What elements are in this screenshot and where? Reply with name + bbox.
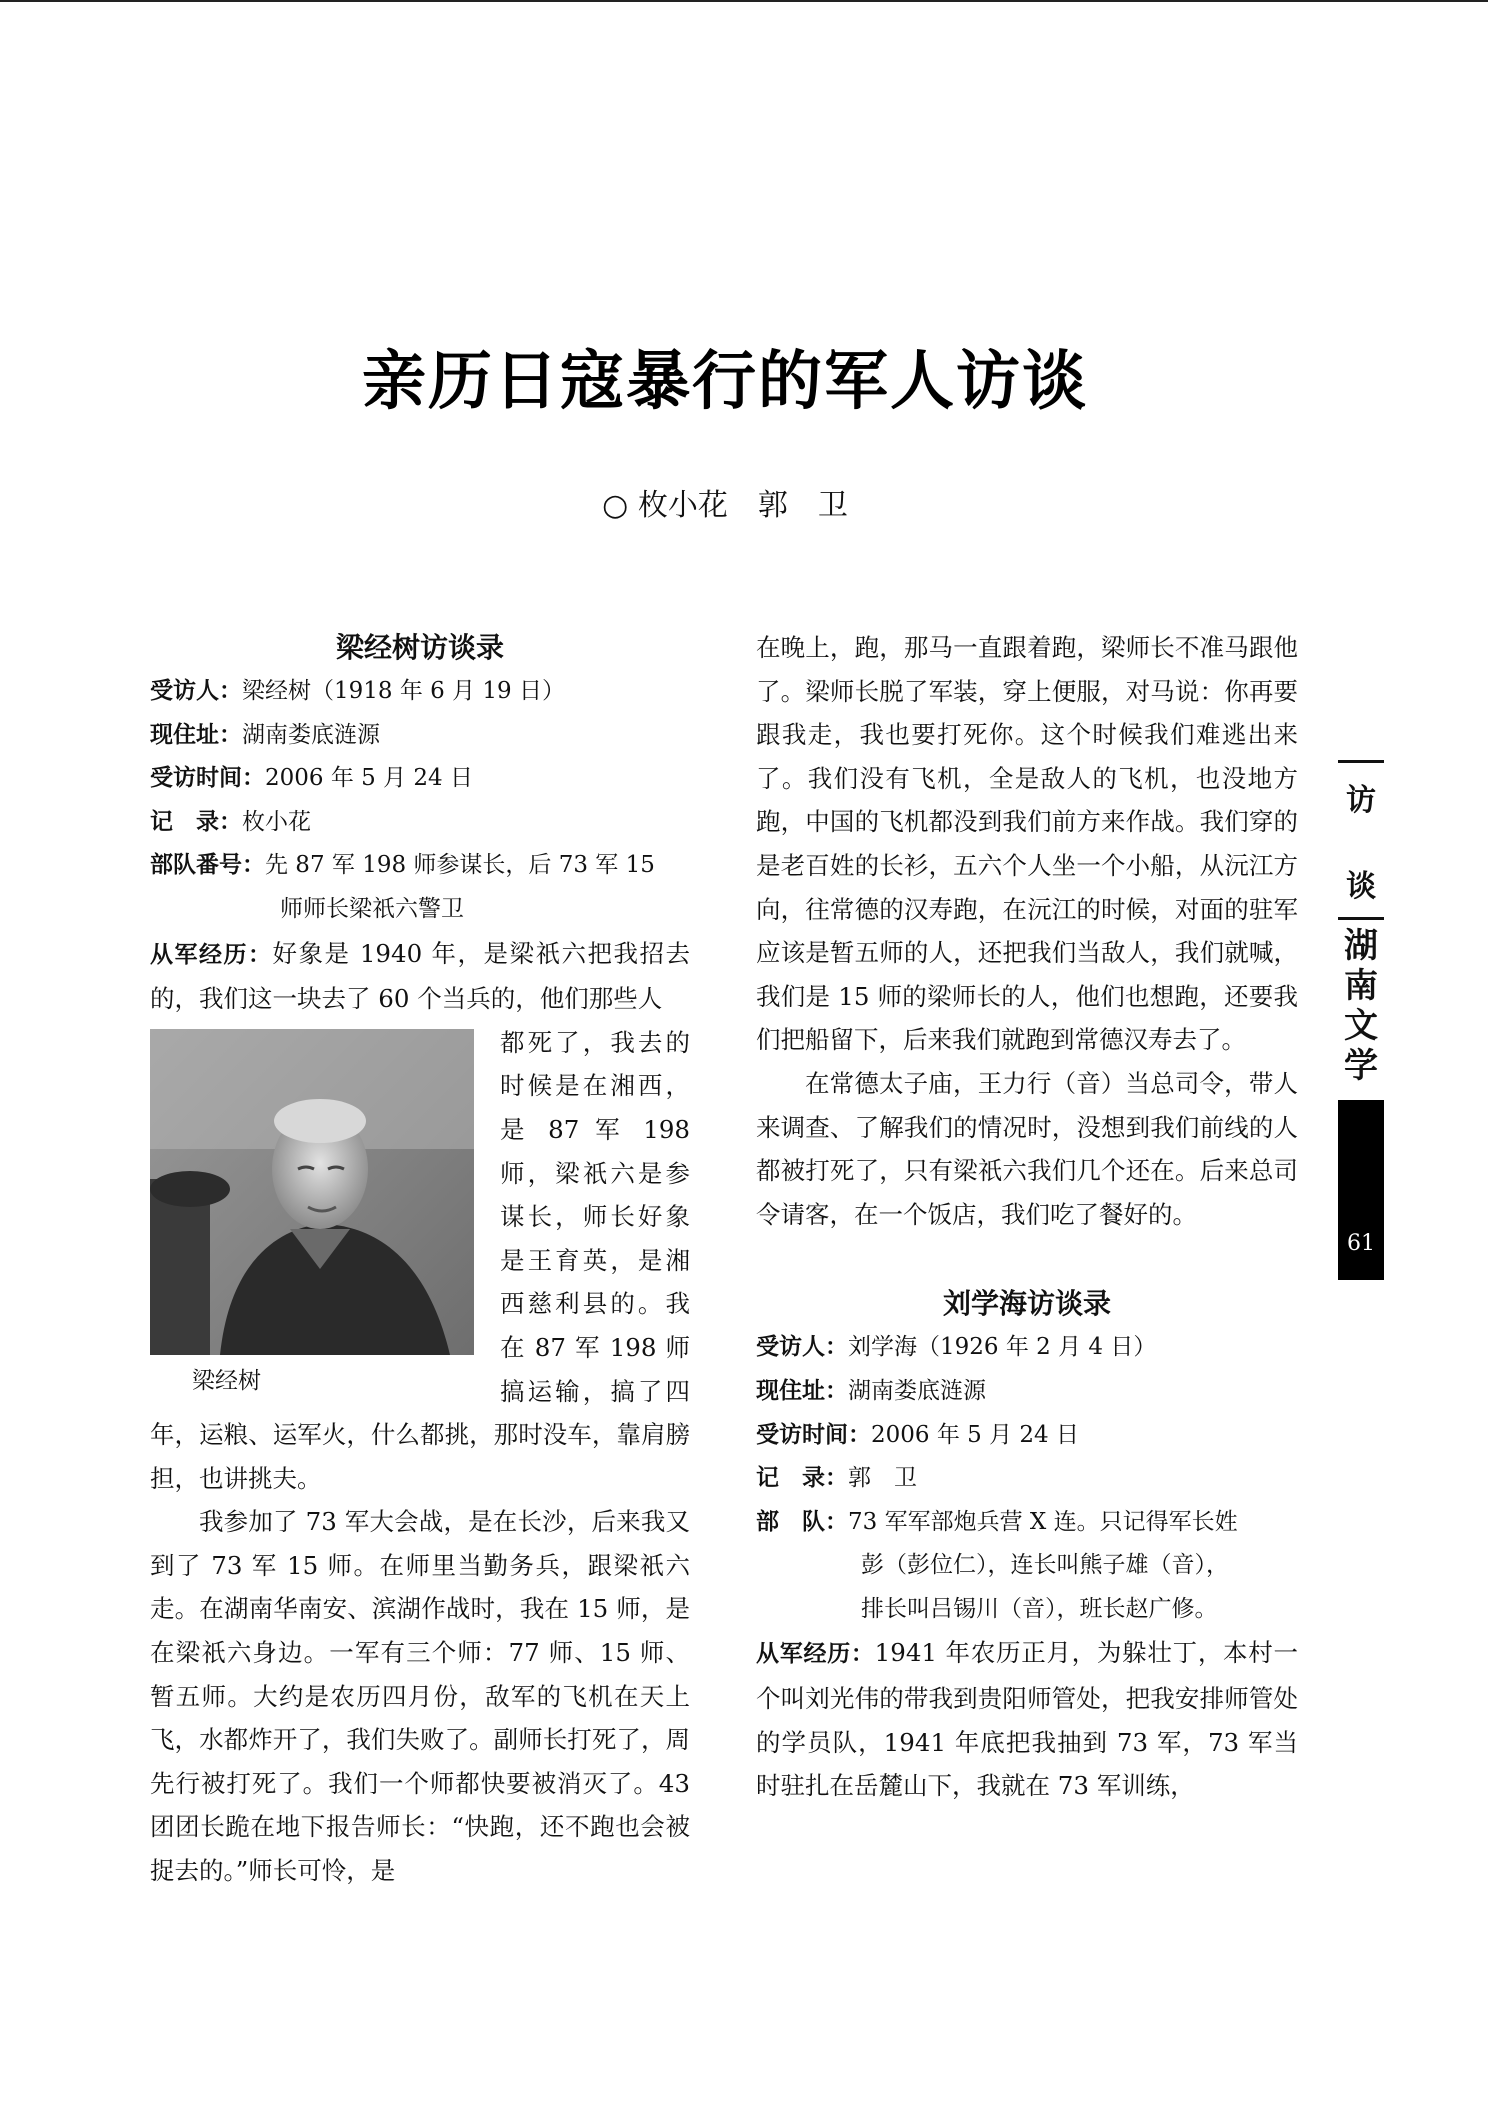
section-spacer	[756, 1236, 1298, 1282]
info-field-unit-continuation: 师师长梁祇六警卫	[280, 895, 464, 922]
field-label: 记 录：	[150, 808, 242, 835]
top-border-line	[0, 0, 1488, 2]
field-label: 受访人：	[756, 1334, 848, 1361]
field-label: 受访人：	[150, 678, 242, 704]
field-value: 刘学海（1926 年 2 月 4 日）	[848, 1334, 1157, 1361]
field-value: 湖南娄底涟源	[242, 721, 380, 748]
article-title: 亲历日寇暴行的军人访谈	[362, 345, 1088, 419]
photo-caption: 梁经树	[192, 1367, 261, 1394]
field-label: 受访时间：	[756, 1421, 871, 1448]
magazine-name-char-1: 湖	[1344, 926, 1378, 966]
field-value: 73 军军部炮兵营 X 连。只记得军长姓	[848, 1508, 1238, 1535]
history-label: 从军经历：	[150, 941, 273, 968]
page-number: 61	[1347, 1231, 1375, 1256]
field-label: 部队番号：	[150, 852, 265, 879]
info-field-date	[150, 757, 690, 801]
magazine-name-char-3: 文	[1344, 1006, 1378, 1046]
field-label: 受访时间：	[150, 765, 265, 792]
body-paragraph-left-2: 我参加了 73 军大会战，是在长沙，后来我又到了 73 军 15 师。在师里当勤务兵，跟梁祇六走。在湖南华南安、滨湖作战时，我在 15 师，是在梁祇六身边。一军有三个师：77 师、15 师、暂五师。大约是农历四月份，敌军的飞机在天上飞，水都炸开了，我们失败了。副师长打死了，周先行被打死了。我们一个师都快要被消灭了。43 团团长跪在地下报告师长：“快跑，还不跑也会被捉去的。”师长可怜，是	[150, 1507, 690, 1886]
magazine-name-char-2: 南	[1344, 966, 1378, 1006]
info-field-unit-continuation-2: 排长叫吕锡川（音），班长赵广修。	[861, 1595, 1218, 1622]
history-intro-text: 好象是 1940 年，是梁祇六把我招去的，我们这一块去了 60 个当兵的，他们那些人	[150, 938, 691, 1014]
history-label: 从军经历：	[756, 1641, 875, 1668]
side-rule-top	[1338, 760, 1384, 763]
left-column	[150, 626, 690, 1893]
field-label: 部 队：	[756, 1508, 848, 1535]
section-title-liu: 刘学海访谈录	[942, 1287, 1111, 1321]
page-number-box	[1338, 1100, 1384, 1280]
info-field-unit-continuation-1: 彭（彭位仁），连长叫熊子雄（音），	[861, 1552, 1229, 1579]
right-column	[756, 626, 1298, 1808]
field-value: 梁经树（1918 年 6 月 19 日）	[242, 678, 565, 704]
section-char-2: 谈	[1346, 869, 1376, 904]
info-field-unit	[756, 1501, 1298, 1545]
info-field-interviewee	[756, 1326, 1298, 1370]
field-label: 记 录：	[756, 1465, 848, 1492]
field-value: 2006 年 5 月 24 日	[871, 1421, 1079, 1448]
history-wrap-text: 都死了，我去的时候是在湘西，是 87 军 198 师，梁祇六是参谋长，师长好象是王育英，是湘西慈利县的。我在 87 军 198 师搞运输，搞了四年，运粮、运军火，什么都挑，那时没车，靠肩膀担，也讲挑夫。	[150, 1027, 690, 1493]
info-field-unit	[150, 844, 690, 888]
side-margin-tab	[1338, 760, 1384, 1280]
body-paragraph-right-2: 在常德太子庙，王力行（音）当总司令，带人来调查、了解我们的情况时，没想到我们前线的人都被打死了，只有梁祇六我们几个还在。后来总司令请客，在一个饭店，我们吃了餐好的。	[756, 1068, 1298, 1229]
info-field-address	[150, 714, 690, 758]
info-field-recorder	[756, 1457, 1298, 1501]
section-char-1: 访	[1346, 783, 1376, 818]
portrait-photo	[150, 1029, 474, 1355]
article-authors: ○ 枚小花 郭 卫	[602, 488, 848, 523]
field-value: 2006 年 5 月 24 日	[265, 765, 473, 792]
field-value: 郭 卫	[848, 1465, 917, 1492]
field-value: 湖南娄底涟源	[848, 1377, 986, 1404]
info-field-address	[756, 1370, 1298, 1414]
side-rule-bottom	[1338, 917, 1384, 920]
info-field-date	[756, 1414, 1298, 1458]
field-label: 现住址：	[150, 721, 242, 748]
body-paragraph-right-1: 在晚上，跑，那马一直跟着跑，梁师长不准马跟他了。梁师长脱了军装，穿上便服，对马说：你再要跟我走，我也要打死你。这个时候我们难逃出来了。我们没有飞机，全是敌人的飞机，也没地方跑，中国的飞机都没到我们前方来作战。我们穿的是老百姓的长衫，五六个人坐一个小船，从沅江方向，往常德的汉寿跑，在沅江的时候，对面的驻军应该是暂五师的人，还把我们当敌人，我们就喊，我们是 15 师的梁师长的人，他们也想跑，还要我们把船留下，后来我们就跑到常德汉寿去了。	[756, 633, 1298, 1055]
info-field-recorder	[150, 801, 690, 845]
field-label: 现住址：	[756, 1377, 848, 1404]
history-paragraph-liu	[756, 1631, 1298, 1807]
section-title-liang: 梁经树访谈录	[335, 631, 504, 664]
field-value: 枚小花	[242, 808, 311, 835]
field-value: 先 87 军 198 师参谋长，后 73 军 15	[265, 852, 655, 879]
info-field-interviewee	[150, 670, 690, 714]
history-intro-paragraph	[150, 932, 690, 1021]
history-text: 1941 年农历正月，为躲壮丁，本村一个叫刘光伟的带我到贵阳师管处，把我安排师管处的学员队，1941 年底把我抽到 73 军，73 军当时驻扎在岳麓山下，我就在 73 军训练，	[756, 1638, 1299, 1801]
magazine-name-char-4: 学	[1344, 1046, 1378, 1086]
portrait-figure	[150, 1029, 474, 1399]
